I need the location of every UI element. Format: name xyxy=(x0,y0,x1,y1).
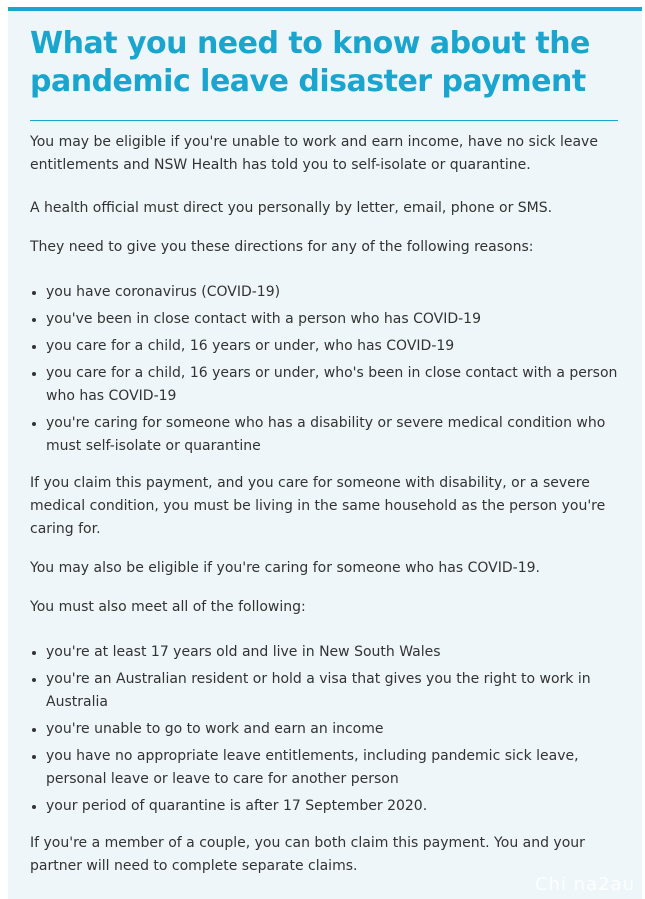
bullet-icon xyxy=(32,651,36,655)
bullet-icon xyxy=(32,372,36,376)
bullet-icon xyxy=(32,345,36,349)
intro-paragraph: You may be eligible if you're unable to work and earn income, have no sick leave entitlements and NSW Health has told you to self-isolate or quarantine. xyxy=(30,134,598,173)
title-divider xyxy=(30,120,618,121)
direction-paragraph: A health official must direct you personally by letter, email, phone or SMS. xyxy=(30,200,553,216)
list-item-text: you're caring for someone who has a disability or severe medical condition who must self-isolate or quarantine xyxy=(46,415,606,454)
list-item xyxy=(30,308,622,331)
list-item-text: you're unable to go to work and earn an income xyxy=(46,721,384,737)
list-item xyxy=(30,745,622,791)
list-item-text: your period of quarantine is after 17 September 2020. xyxy=(46,798,428,814)
couple-paragraph: If you're a member of a couple, you can both claim this payment. You and your partner will need to complete separate claims. xyxy=(30,835,585,874)
list-item xyxy=(30,281,622,304)
requirements-list xyxy=(30,641,622,822)
reasons-intro-paragraph: They need to give you these directions for any of the following reasons: xyxy=(30,239,534,255)
list-item-text: you've been in close contact with a person who has COVID-19 xyxy=(46,311,481,327)
list-item-text: you have coronavirus (COVID-19) xyxy=(46,284,281,300)
list-item xyxy=(30,335,622,358)
household-paragraph: If you claim this payment, and you care for someone with disability, or a severe medical condition, you must be living in the same household as the person you're caring for. xyxy=(30,475,606,537)
bullet-icon xyxy=(32,728,36,732)
bullet-icon xyxy=(32,805,36,809)
watermark: Chi na2au xyxy=(534,874,635,895)
list-item-text: you're an Australian resident or hold a visa that gives you the right to work in Australia xyxy=(46,671,591,710)
list-item xyxy=(30,718,622,741)
list-item-text: you care for a child, 16 years or under, who has COVID-19 xyxy=(46,338,455,354)
bullet-icon xyxy=(32,755,36,759)
requirements-intro-paragraph: You must also meet all of the following: xyxy=(30,599,306,615)
bullet-icon xyxy=(32,291,36,295)
list-item-text: you're at least 17 years old and live in New South Wales xyxy=(46,644,441,660)
bullet-icon xyxy=(32,318,36,322)
list-item xyxy=(30,795,622,818)
page-title: What you need to know about the pandemic leave disaster payment xyxy=(30,26,590,99)
list-item xyxy=(30,668,622,714)
reasons-list xyxy=(30,281,622,462)
list-item xyxy=(30,641,622,664)
caring-paragraph: You may also be eligible if you're caring for someone who has COVID-19. xyxy=(30,560,540,576)
list-item xyxy=(30,412,622,458)
bullet-icon xyxy=(32,422,36,426)
list-item xyxy=(30,362,622,408)
bullet-icon xyxy=(32,678,36,682)
list-item-text: you have no appropriate leave entitlements, including pandemic sick leave, personal leave or leave to care for another person xyxy=(46,748,579,787)
list-item-text: you care for a child, 16 years or under, who's been in close contact with a person who has COVID-19 xyxy=(46,365,618,404)
info-panel xyxy=(8,7,642,899)
